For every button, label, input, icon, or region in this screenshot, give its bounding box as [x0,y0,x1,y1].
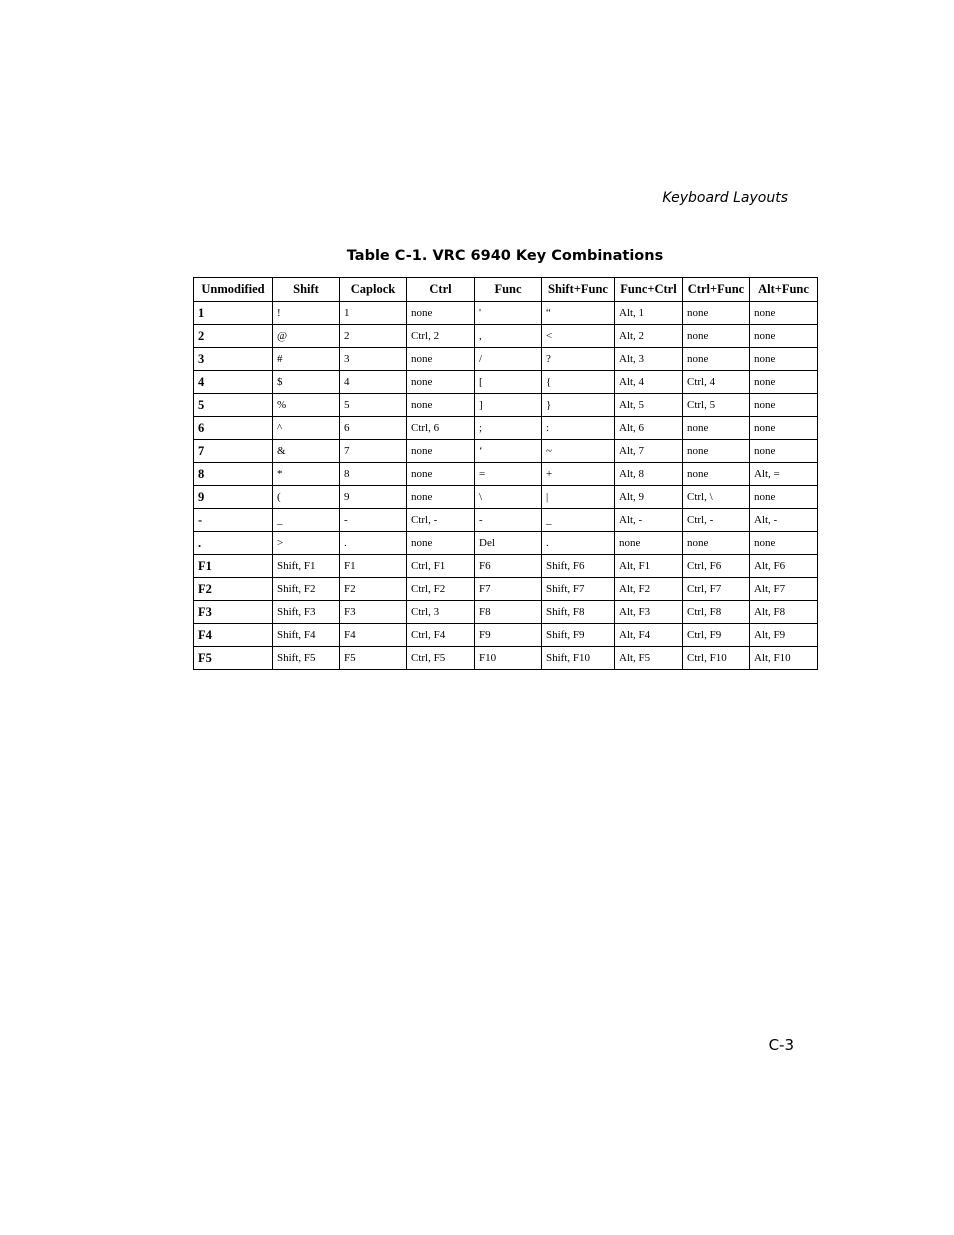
column-header-shift: Shift [273,278,340,302]
combination-cell: Alt, 9 [615,486,683,509]
combination-cell: Alt, 2 [615,325,683,348]
combination-cell: Ctrl, - [407,509,475,532]
combination-cell: Shift, F3 [273,601,340,624]
key-cell: 5 [194,394,273,417]
combination-cell: Alt, 3 [615,348,683,371]
combination-cell: * [273,463,340,486]
table-row [194,624,818,647]
combination-cell: Shift, F10 [542,647,615,670]
combination-cell: < [542,325,615,348]
combination-cell: + [542,463,615,486]
combination-cell: Ctrl, F1 [407,555,475,578]
combination-cell: F3 [340,601,407,624]
combination-cell: F8 [475,601,542,624]
combination-cell: none [750,302,818,325]
column-header-ctrl-func: Ctrl+Func [683,278,750,302]
table-row [194,371,818,394]
combination-cell: Ctrl, 6 [407,417,475,440]
combination-cell: Shift, F8 [542,601,615,624]
combination-cell: Alt, 7 [615,440,683,463]
table-row [194,463,818,486]
combination-cell: Alt, - [615,509,683,532]
combination-cell: ( [273,486,340,509]
combination-cell: ] [475,394,542,417]
combination-cell: ^ [273,417,340,440]
combination-cell: none [407,463,475,486]
combination-cell: none [750,371,818,394]
key-cell: 9 [194,486,273,509]
combination-cell: / [475,348,542,371]
combination-cell: - [340,509,407,532]
combination-cell: Ctrl, \ [683,486,750,509]
combination-cell: , [475,325,542,348]
combination-cell: none [750,417,818,440]
combination-cell: _ [273,509,340,532]
combination-cell: . [340,532,407,555]
combination-cell: none [683,532,750,555]
combination-cell: none [407,348,475,371]
combination-cell: Shift, F2 [273,578,340,601]
combination-cell: F1 [340,555,407,578]
combination-cell: 4 [340,371,407,394]
combination-cell: F5 [340,647,407,670]
key-cell: 7 [194,440,273,463]
key-cell: - [194,509,273,532]
combination-cell: none [683,325,750,348]
combination-cell: 3 [340,348,407,371]
key-cell: 1 [194,302,273,325]
combination-cell: . [542,532,615,555]
combination-cell: Ctrl, F10 [683,647,750,670]
table-row [194,647,818,670]
combination-cell: none [683,440,750,463]
combination-cell: 6 [340,417,407,440]
combination-cell: Alt, 8 [615,463,683,486]
combination-cell: Ctrl, F2 [407,578,475,601]
combination-cell: none [615,532,683,555]
combination-cell: ‘ [475,440,542,463]
table-row [194,578,818,601]
combination-cell: none [750,486,818,509]
combination-cell: _ [542,509,615,532]
combination-cell: Alt, - [750,509,818,532]
combination-cell: Alt, F4 [615,624,683,647]
combination-cell: Del [475,532,542,555]
combination-cell: ? [542,348,615,371]
key-cell: F3 [194,601,273,624]
page-number: C-3 [768,1036,794,1054]
column-header-func-ctrl: Func+Ctrl [615,278,683,302]
combination-cell: ! [273,302,340,325]
combination-cell: & [273,440,340,463]
combination-cell: 2 [340,325,407,348]
table-row [194,440,818,463]
key-cell: F4 [194,624,273,647]
combination-cell: { [542,371,615,394]
combination-cell: [ [475,371,542,394]
combination-cell: F9 [475,624,542,647]
table-row [194,555,818,578]
combination-cell: F6 [475,555,542,578]
combination-cell: none [407,532,475,555]
combination-cell: Alt, 5 [615,394,683,417]
combination-cell: Alt, = [750,463,818,486]
table-row [194,325,818,348]
combination-cell: Ctrl, F7 [683,578,750,601]
combination-cell: | [542,486,615,509]
combination-cell: 9 [340,486,407,509]
table-row [194,532,818,555]
combination-cell: : [542,417,615,440]
table-row [194,486,818,509]
key-cell: 3 [194,348,273,371]
combination-cell: % [273,394,340,417]
combination-cell: none [683,417,750,440]
combination-cell: Shift, F9 [542,624,615,647]
combination-cell: Ctrl, F4 [407,624,475,647]
key-cell: F5 [194,647,273,670]
combination-cell: @ [273,325,340,348]
combination-cell: F4 [340,624,407,647]
combination-cell: none [750,325,818,348]
combination-cell: 8 [340,463,407,486]
combination-cell: Alt, 6 [615,417,683,440]
key-cell: 8 [194,463,273,486]
column-header-shift-func: Shift+Func [542,278,615,302]
combination-cell: Shift, F4 [273,624,340,647]
column-header-func: Func [475,278,542,302]
key-combinations-table [193,277,818,670]
table-row [194,601,818,624]
combination-cell: Ctrl, - [683,509,750,532]
combination-cell: none [750,440,818,463]
combination-cell: Alt, F10 [750,647,818,670]
combination-cell: 7 [340,440,407,463]
combination-cell: none [407,440,475,463]
column-header-unmodified: Unmodified [194,278,273,302]
combination-cell: \ [475,486,542,509]
combination-cell: Ctrl, F8 [683,601,750,624]
combination-cell: none [750,532,818,555]
combination-cell: none [407,302,475,325]
combination-cell: Shift, F6 [542,555,615,578]
combination-cell: F7 [475,578,542,601]
combination-cell: $ [273,371,340,394]
table-caption: Table C-1. VRC 6940 Key Combinations [346,248,664,264]
key-cell: 2 [194,325,273,348]
combination-cell: 5 [340,394,407,417]
combination-cell: Alt, F8 [750,601,818,624]
combination-cell: F10 [475,647,542,670]
table-row [194,348,818,371]
combination-cell: Ctrl, F9 [683,624,750,647]
combination-cell: # [273,348,340,371]
combination-cell: none [407,394,475,417]
combination-cell: ; [475,417,542,440]
combination-cell: Shift, F7 [542,578,615,601]
column-header-ctrl: Ctrl [407,278,475,302]
table-row [194,509,818,532]
column-header-alt-func: Alt+Func [750,278,818,302]
combination-cell: none [750,348,818,371]
combination-cell: Alt, F3 [615,601,683,624]
key-cell: F1 [194,555,273,578]
key-cell: 4 [194,371,273,394]
combination-cell: Alt, F1 [615,555,683,578]
combination-cell: > [273,532,340,555]
key-cell: F2 [194,578,273,601]
key-cell: 6 [194,417,273,440]
table-row [194,394,818,417]
table-body [194,302,818,670]
combination-cell: “ [542,302,615,325]
combination-cell: none [407,486,475,509]
running-head: Keyboard Layouts [662,190,788,206]
combination-cell: Alt, F7 [750,578,818,601]
combination-cell: Shift, F1 [273,555,340,578]
combination-cell: } [542,394,615,417]
combination-cell: Alt, 1 [615,302,683,325]
table-row [194,417,818,440]
combination-cell: Alt, F6 [750,555,818,578]
combination-cell: Ctrl, 4 [683,371,750,394]
combination-cell: Ctrl, 2 [407,325,475,348]
combination-cell: Alt, F9 [750,624,818,647]
combination-cell: ~ [542,440,615,463]
table-row [194,302,818,325]
combination-cell: = [475,463,542,486]
combination-cell: ' [475,302,542,325]
combination-cell: F2 [340,578,407,601]
table-header-row [194,278,818,302]
combination-cell: Ctrl, F5 [407,647,475,670]
combination-cell: - [475,509,542,532]
combination-cell: none [683,463,750,486]
combination-cell: none [683,302,750,325]
combination-cell: 1 [340,302,407,325]
combination-cell: Ctrl, 5 [683,394,750,417]
combination-cell: Alt, F5 [615,647,683,670]
column-header-caplock: Caplock [340,278,407,302]
combination-cell: none [407,371,475,394]
combination-cell: Ctrl, F6 [683,555,750,578]
combination-cell: none [750,394,818,417]
combination-cell: Shift, F5 [273,647,340,670]
combination-cell: Alt, F2 [615,578,683,601]
combination-cell: Ctrl, 3 [407,601,475,624]
combination-cell: Alt, 4 [615,371,683,394]
combination-cell: none [683,348,750,371]
key-cell: . [194,532,273,555]
